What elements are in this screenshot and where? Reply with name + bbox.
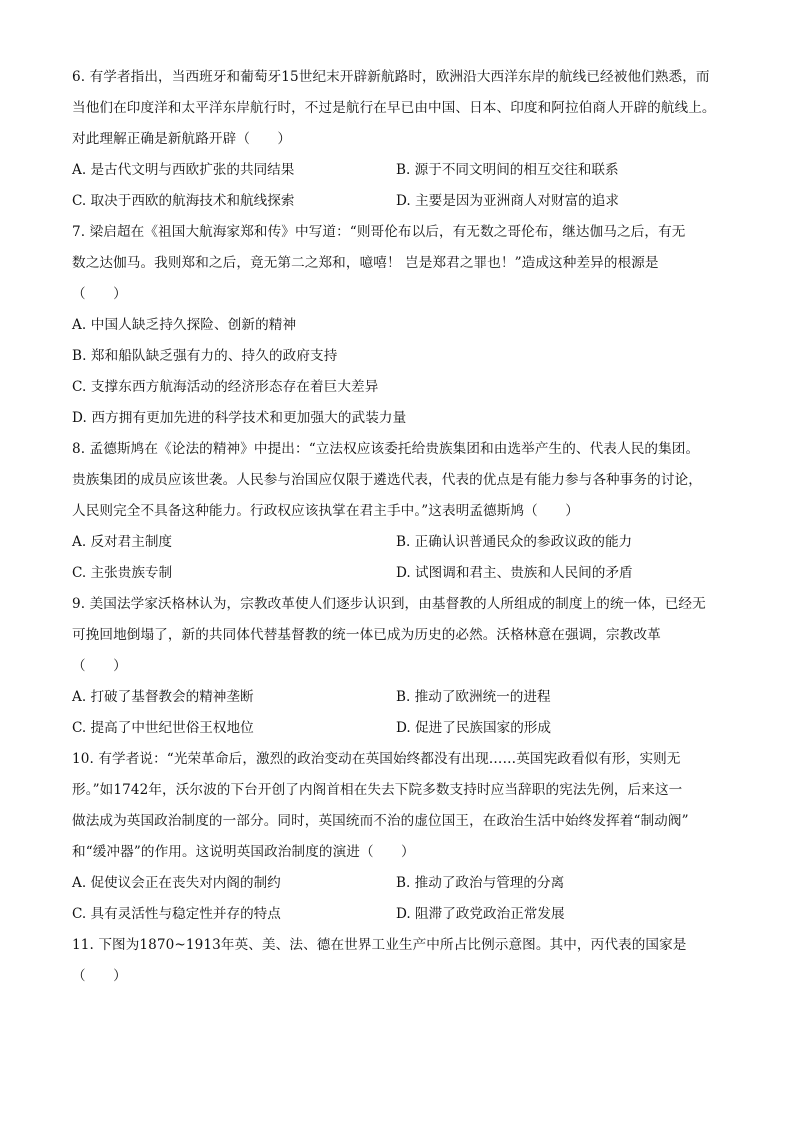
question-stem-line: 7. 梁启超在《祖国大航海家郑和传》中写道：“则哥伦布以后，有无数之哥伦布，继达伽马之后，有无 xyxy=(72,224,686,240)
question-7 xyxy=(72,217,732,434)
question-stem-line: 贵族集团的成员应该世袭。人民参与治国应仅限于遴选代表，代表的优点是有能力参与各种事务的讨论， xyxy=(72,472,702,488)
option-row xyxy=(72,713,732,744)
exam-page xyxy=(72,62,732,992)
question-stem-line: 当他们在印度洋和太平洋东岸航行时，不过是航行在早已由中国、日本、印度和阿拉伯商人开辟的航线上。 xyxy=(72,100,716,116)
question-stem-line: 10. 有学者说：“光荣革命后，激烈的政治变动在英国始终都没有出现……英国宪政看似有形，实则无 xyxy=(72,751,681,767)
option-b[interactable]: B. 推动了政治与管理的分离 xyxy=(396,875,565,891)
question-stem-line: 和“缓冲器”的作用。这说明英国政治制度的演进（ ） xyxy=(72,844,415,860)
option-b[interactable]: B. 源于不同文明间的相互交往和联系 xyxy=(396,162,619,178)
option-row xyxy=(72,527,732,558)
question-stem-line: 11. 下图为1870~1913年英、美、法、德在世界工业生产中所占比例示意图。其中，丙代表的国家是 xyxy=(72,937,687,953)
option-b[interactable]: B. 正确认识普通民众的参政议政的能力 xyxy=(396,534,633,550)
option-c[interactable]: C. 取决于西欧的航海技术和航线探索 xyxy=(72,193,295,209)
question-stem-line: 形。”如1742年，沃尔波的下台开创了内阁首相在失去下院多数支持时应当辞职的宪法先例，后来这一 xyxy=(72,782,683,798)
option-c[interactable]: C. 主张贵族专制 xyxy=(72,565,173,581)
option-row xyxy=(72,899,732,930)
option-a[interactable]: A. 促使议会正在丧失对内阁的制约 xyxy=(72,875,281,891)
question-stem-line: （ ） xyxy=(72,286,127,302)
option-row xyxy=(72,558,732,589)
option-row xyxy=(72,155,732,186)
question-stem-line: 数之达伽马。我则郑和之后，竟无第二之郑和，噫嘻！ 岂是郑君之罪也！”造成这种差异的根源是 xyxy=(72,255,659,271)
question-10 xyxy=(72,744,732,930)
option-a[interactable]: A. 反对君主制度 xyxy=(72,534,173,550)
question-stem-line: 人民则完全不具备这种能力。行政权应该执掌在君主手中。”这表明孟德斯鸠（ ） xyxy=(72,503,579,519)
question-9 xyxy=(72,589,732,744)
option-c[interactable]: C. 提高了中世纪世俗王权地位 xyxy=(72,720,254,736)
question-stem-line: 可挽回地倒塌了，新的共同体代替基督教的统一体已成为历史的必然。沃格林意在强调，宗教改革 xyxy=(72,627,661,643)
option-d[interactable]: D. 促进了民族国家的形成 xyxy=(396,720,551,736)
option-d[interactable]: D. 主要是因为亚洲商人对财富的追求 xyxy=(396,193,619,209)
option-b[interactable]: B. 郑和船队缺乏强有力的、持久的政府支持 xyxy=(72,348,338,364)
option-d[interactable]: D. 阻滞了政党政治正常发展 xyxy=(396,906,565,922)
question-stem-line: （ ） xyxy=(72,658,127,674)
question-stem-line: 对此理解正确是新航路开辟（ ） xyxy=(72,131,292,147)
question-stem-line: （ ） xyxy=(72,968,127,984)
option-a[interactable]: A. 打破了基督教会的精神垄断 xyxy=(72,689,254,705)
question-stem-line: 做法成为英国政治制度的一部分。同时，英国统而不治的虚位国王，在政治生活中始终发挥着“制动阀” xyxy=(72,813,689,829)
question-6 xyxy=(72,62,732,217)
option-c[interactable]: C. 支撑东西方航海活动的经济形态存在着巨大差异 xyxy=(72,379,379,395)
option-a[interactable]: A. 中国人缺乏持久探险、创新的精神 xyxy=(72,317,297,333)
option-d[interactable]: D. 西方拥有更加先进的科学技术和更加强大的武装力量 xyxy=(72,410,407,426)
option-row xyxy=(72,682,732,713)
question-stem-line: 9. 美国法学家沃格林认为，宗教改革使人们逐步认识到，由基督教的人所组成的制度上的统一体，已经无 xyxy=(72,596,706,612)
question-stem-line: 6. 有学者指出，当西班牙和葡萄牙15世纪末开辟新航路时，欧洲沿大西洋东岸的航线已经被他们熟悉，而 xyxy=(72,69,710,85)
question-8 xyxy=(72,434,732,589)
option-row xyxy=(72,868,732,899)
option-d[interactable]: D. 试图调和君主、贵族和人民间的矛盾 xyxy=(396,565,633,581)
option-a[interactable]: A. 是古代文明与西欧扩张的共同结果 xyxy=(72,162,295,178)
option-row xyxy=(72,186,732,217)
option-c[interactable]: C. 具有灵活性与稳定性并存的特点 xyxy=(72,906,281,922)
question-stem-line: 8. 孟德斯鸠在《论法的精神》中提出：“立法权应该委托给贵族集团和由选举产生的、代表人民的集团。 xyxy=(72,441,700,457)
option-b[interactable]: B. 推动了欧洲统一的进程 xyxy=(396,689,551,705)
question-11 xyxy=(72,930,732,992)
